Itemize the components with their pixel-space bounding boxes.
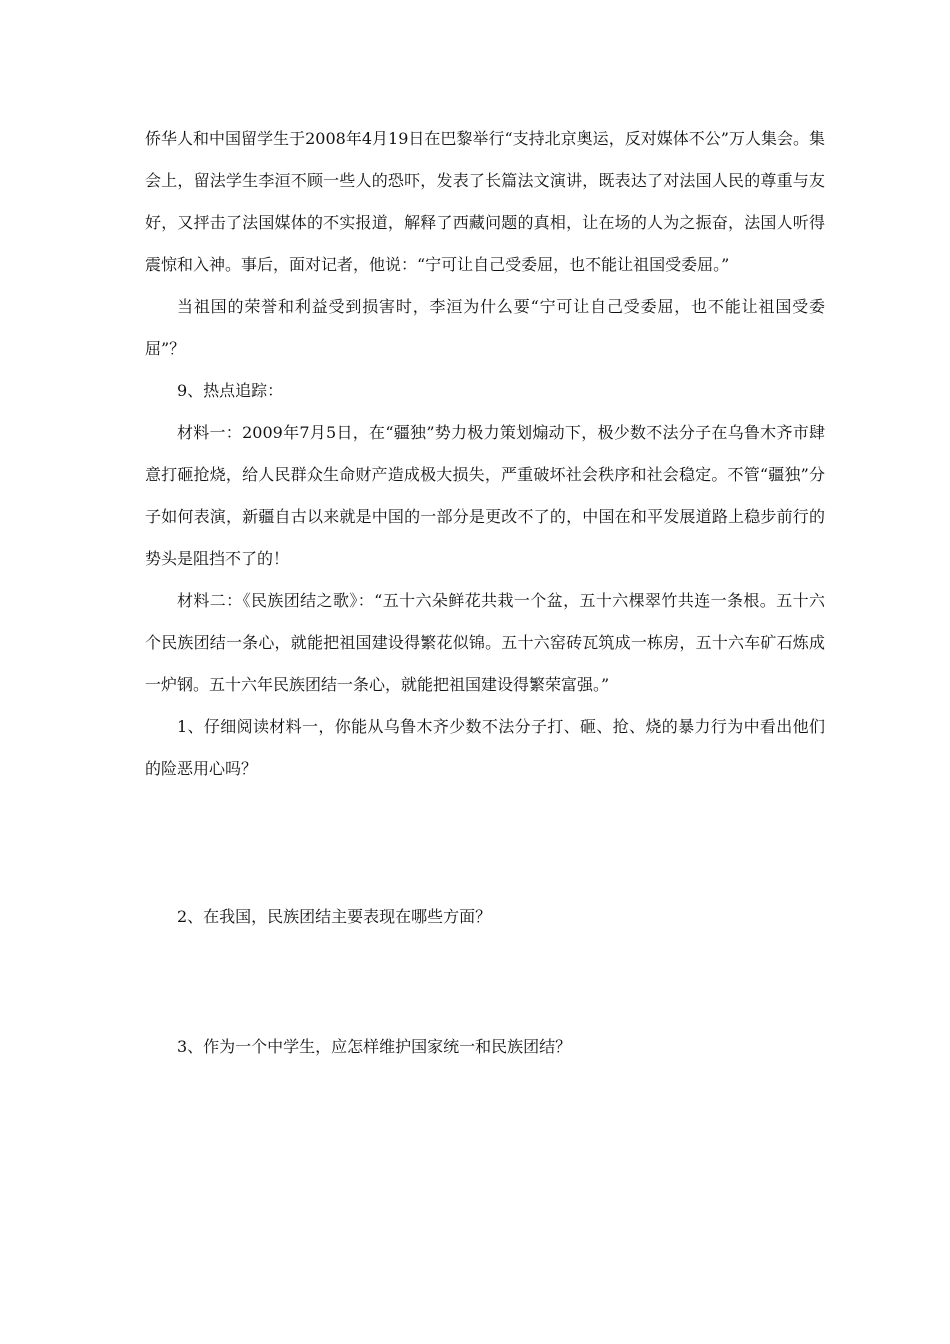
question-1: 1、仔细阅读材料一，你能从乌鲁木齐少数不法分子打、砸、抢、烧的暴力行为中看出他们的险恶用心吗？ bbox=[145, 717, 825, 778]
document-body bbox=[145, 118, 825, 1068]
material-one: 材料一：2009年7月5日，在“疆独”势力极力策划煽动下，极少数不法分子在乌鲁木齐市肆意打砸抢烧，给人民群众生命财产造成极大损失，严重破坏社会秩序和社会稳定。不管“疆独”分子如何表演，新疆自古以来就是中国的一部分是更改不了的，中国在和平发展道路上稳步前行的势头是阻挡不了的！ bbox=[145, 423, 825, 568]
question-3: 3、作为一个中学生，应怎样维护国家统一和民族团结？ bbox=[177, 1037, 572, 1056]
question-2: 2、在我国，民族团结主要表现在哪些方面？ bbox=[177, 907, 492, 926]
answer-space-2 bbox=[145, 938, 825, 1026]
answer-space-1 bbox=[145, 790, 825, 896]
section-heading: 9、热点追踪： bbox=[177, 381, 284, 400]
material-two: 材料二：《民族团结之歌》：“五十六朵鲜花共栽一个盆，五十六棵翠竹共连一条根。五十六个民族团结一条心，就能把祖国建设得繁花似锦。五十六窑砖瓦筑成一栋房，五十六车矿石炼成一炉钢。五十六年民族团结一条心，就能把祖国建设得繁荣富强。” bbox=[145, 591, 825, 694]
story-question: 当祖国的荣誉和利益受到损害时，李洹为什么要“宁可让自己受委屈，也不能让祖国受委屈”？ bbox=[145, 297, 825, 358]
story-paragraph: 侨华人和中国留学生于2008年4月19日在巴黎举行“支持北京奥运，反对媒体不公”万人集会。集会上，留法学生李洹不顾一些人的恐吓，发表了长篇法文演讲，既表达了对法国人民的尊重与友好，又抨击了法国媒体的不实报道，解释了西藏问题的真相，让在场的人为之振奋，法国人听得震惊和入神。事后，面对记者，他说：“宁可让自己受委屈，也不能让祖国受委屈。” bbox=[145, 129, 825, 274]
